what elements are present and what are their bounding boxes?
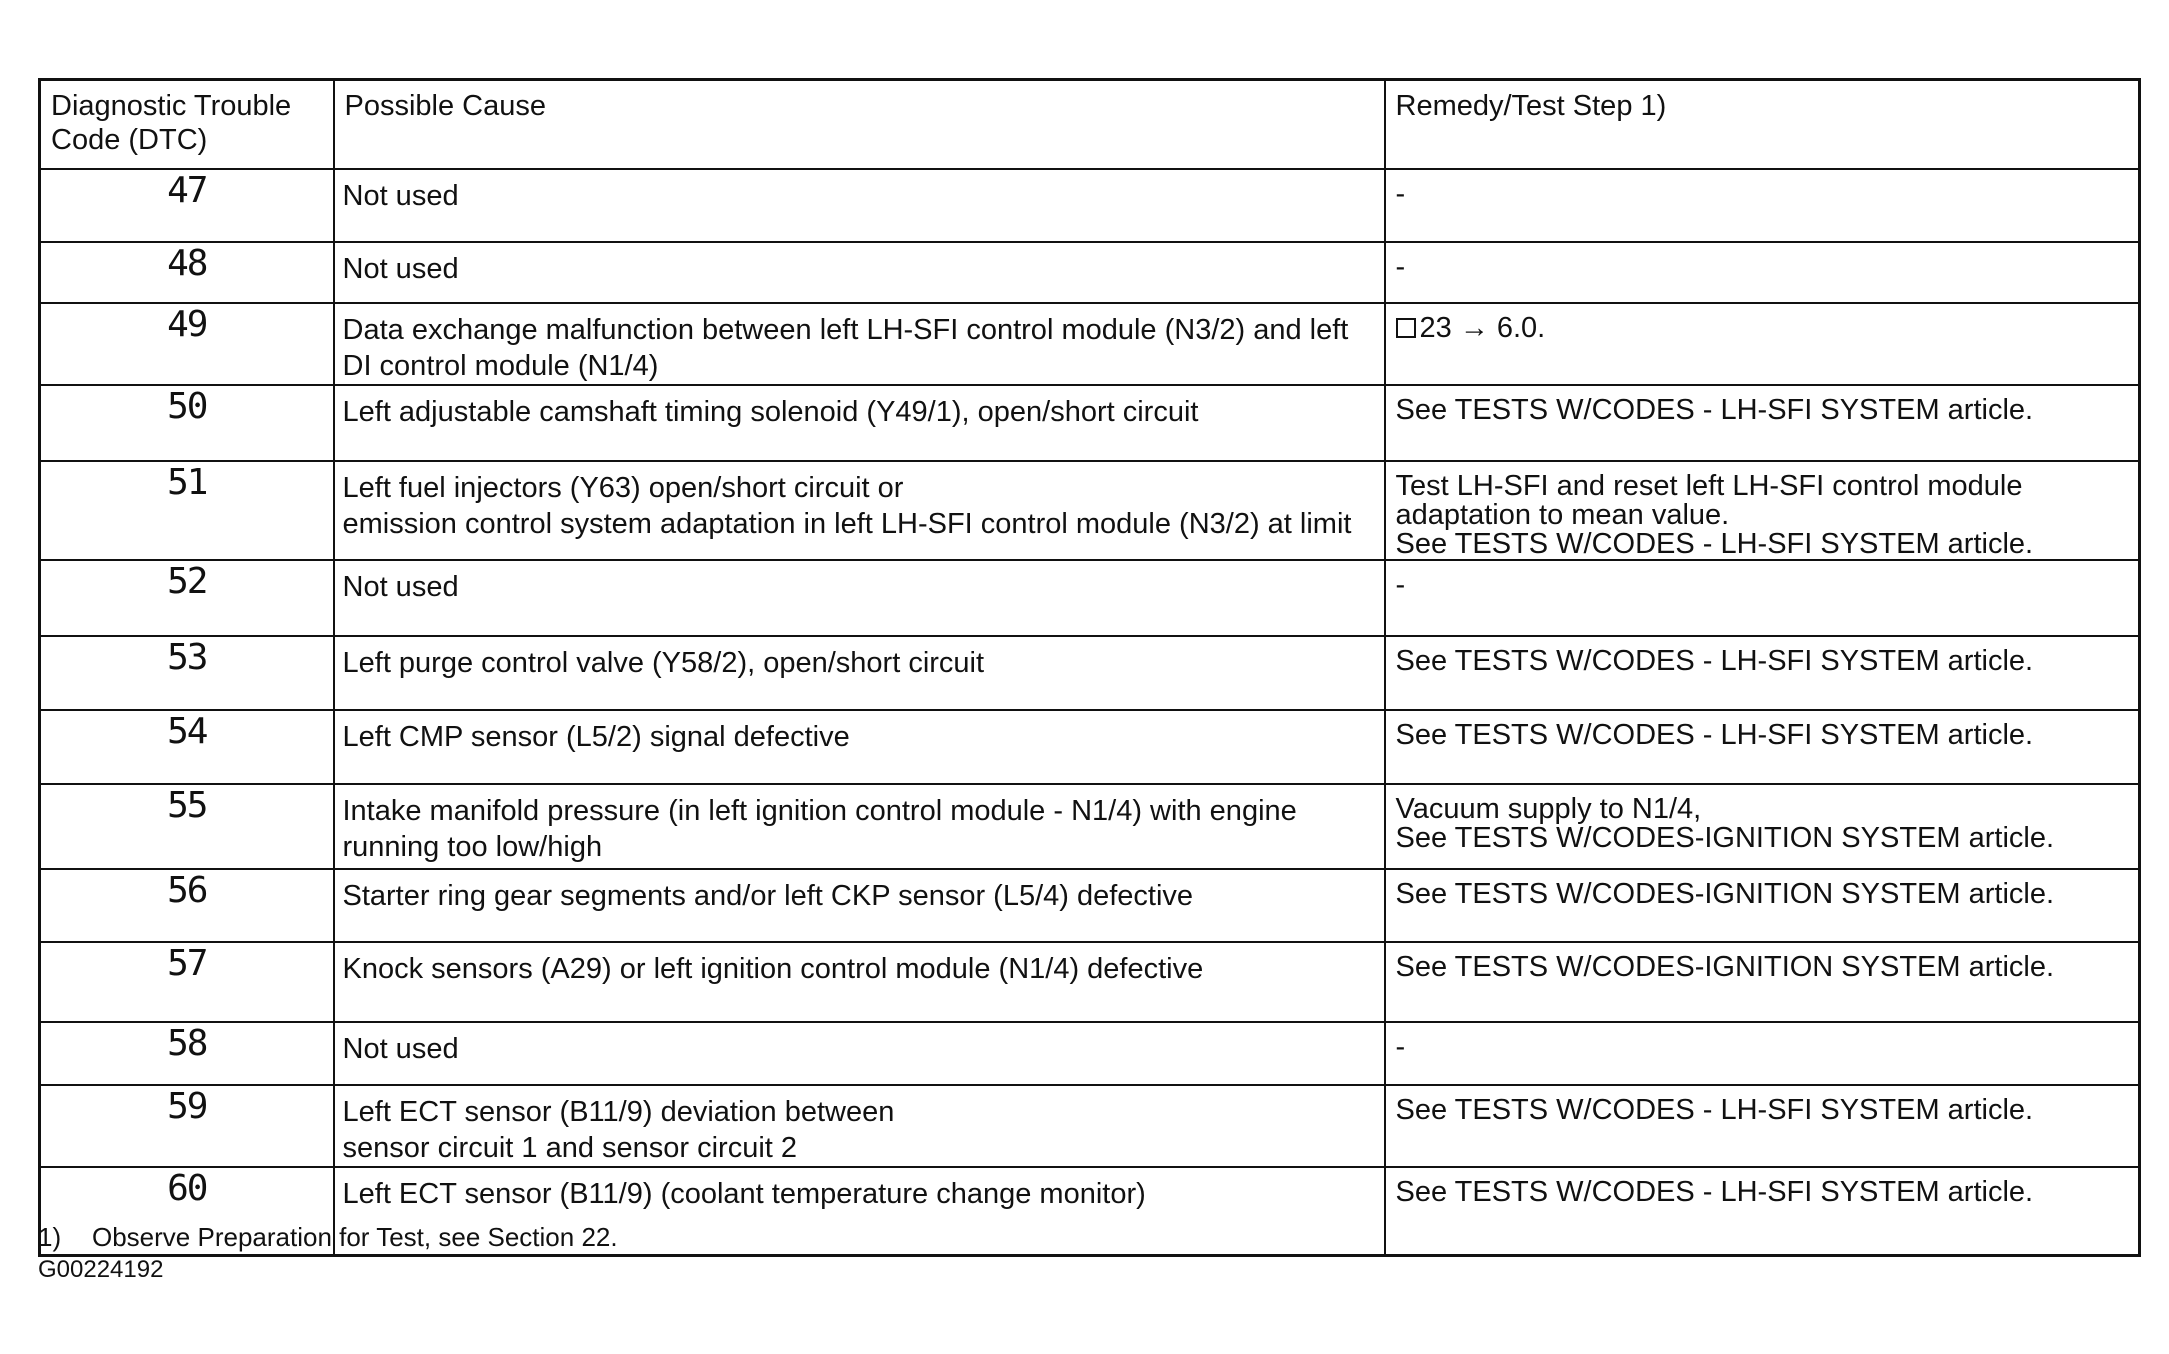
table-row — [40, 942, 2140, 1022]
remedy-line — [1396, 314, 2129, 343]
possible-cause-cell — [334, 560, 1385, 636]
checkbox-square-icon — [1396, 318, 1416, 338]
dtc-code: 54 — [40, 710, 334, 784]
table-row — [40, 169, 2140, 242]
remedy-line: adaptation to mean value. — [1395, 499, 1730, 531]
header-dtc: Diagnostic Trouble Code (DTC) — [40, 80, 334, 170]
remedy-line: See TESTS W/CODES - LH-SFI SYSTEM article. — [1395, 1176, 2034, 1208]
dtc-table — [38, 78, 2141, 1257]
possible-cause-cell — [334, 1085, 1385, 1167]
remedy-line: - — [1395, 569, 1406, 601]
table-row — [40, 1085, 2140, 1167]
remedy-cell — [1385, 1085, 2140, 1167]
possible-cause-line: Not used — [342, 180, 459, 212]
remedy-line: Vacuum supply to N1/4, — [1395, 793, 1702, 825]
remedy-line: - — [1395, 1031, 1406, 1063]
footnote — [38, 1222, 618, 1252]
table-row — [40, 710, 2140, 784]
footnote-text: Observe Preparation for Test, see Section 22. — [92, 1222, 618, 1252]
remedy-cell — [1385, 784, 2140, 869]
remedy-cell — [1385, 636, 2140, 710]
possible-cause-cell — [334, 942, 1385, 1022]
dtc-code: 47 — [40, 169, 334, 242]
table-row — [40, 242, 2140, 303]
remedy-cell — [1385, 461, 2140, 560]
possible-cause-cell — [334, 710, 1385, 784]
remedy-cell — [1385, 869, 2140, 942]
possible-cause-cell — [334, 636, 1385, 710]
remedy-cell — [1385, 169, 2140, 242]
remedy-line: - — [1395, 178, 1406, 210]
remedy-line: See TESTS W/CODES-IGNITION SYSTEM article. — [1395, 822, 2055, 854]
footnote-number: 1) — [38, 1222, 62, 1252]
possible-cause-line: running too low/high — [342, 831, 603, 863]
table-header-row — [40, 80, 2140, 170]
dtc-code: 52 — [40, 560, 334, 636]
table-row — [40, 1022, 2140, 1085]
possible-cause-line: DI control module (N1/4) — [342, 350, 659, 382]
dtc-code: 53 — [40, 636, 334, 710]
possible-cause-line: Not used — [342, 253, 459, 285]
possible-cause-cell — [334, 303, 1385, 385]
possible-cause-line: Left CMP sensor (L5/2) signal defective — [342, 721, 850, 753]
table-row — [40, 636, 2140, 710]
remedy-cell — [1385, 942, 2140, 1022]
possible-cause-cell — [334, 169, 1385, 242]
table-row — [40, 385, 2140, 461]
possible-cause-line: Knock sensors (A29) or left ignition control module (N1/4) defective — [342, 953, 1204, 985]
remedy-cell — [1385, 1022, 2140, 1085]
dtc-code: 48 — [40, 242, 334, 303]
remedy-line: - — [1395, 251, 1406, 283]
dtc-code: 51 — [40, 461, 334, 560]
remedy-line: See TESTS W/CODES-IGNITION SYSTEM article. — [1395, 951, 2055, 983]
possible-cause-line: Not used — [342, 571, 459, 603]
dtc-code: 55 — [40, 784, 334, 869]
dtc-code: 56 — [40, 869, 334, 942]
remedy-line: See TESTS W/CODES - LH-SFI SYSTEM article. — [1395, 1094, 2034, 1126]
possible-cause-cell — [334, 385, 1385, 461]
possible-cause-line: Left ECT sensor (B11/9) deviation between — [342, 1096, 895, 1128]
possible-cause-line: Data exchange malfunction between left LH-SFI control module (N3/2) and left — [342, 314, 1349, 346]
possible-cause-line: Left ECT sensor (B11/9) (coolant temperature change monitor) — [342, 1178, 1146, 1210]
possible-cause-cell — [334, 784, 1385, 869]
possible-cause-line: Left fuel injectors (Y63) open/short circuit or — [342, 472, 904, 504]
possible-cause-cell — [334, 461, 1385, 560]
table-row — [40, 303, 2140, 385]
remedy-line: See TESTS W/CODES - LH-SFI SYSTEM article. — [1395, 528, 2034, 560]
possible-cause-cell — [334, 869, 1385, 942]
possible-cause-line: Intake manifold pressure (in left ignition control module - N1/4) with engine — [342, 795, 1297, 827]
possible-cause-line: Left adjustable camshaft timing solenoid (Y49/1), open/short circuit — [342, 396, 1199, 428]
table-row — [40, 461, 2140, 560]
remedy-line: See TESTS W/CODES-IGNITION SYSTEM article. — [1395, 878, 2055, 910]
remedy-text: 23 → 6.0. — [1419, 312, 1546, 344]
dtc-code: 59 — [40, 1085, 334, 1167]
remedy-cell — [1385, 1167, 2140, 1255]
table-row — [40, 869, 2140, 942]
remedy-cell — [1385, 560, 2140, 636]
possible-cause-line: Not used — [342, 1033, 459, 1065]
header-possible-cause: Possible Cause — [334, 80, 1385, 170]
dtc-code: 58 — [40, 1022, 334, 1085]
remedy-cell — [1385, 303, 2140, 385]
table-row — [40, 560, 2140, 636]
possible-cause-line: Starter ring gear segments and/or left CKP sensor (L5/4) defective — [342, 880, 1194, 912]
possible-cause-line: sensor circuit 1 and sensor circuit 2 — [342, 1132, 798, 1164]
remedy-cell — [1385, 385, 2140, 461]
possible-cause-line: Left purge control valve (Y58/2), open/short circuit — [342, 647, 985, 679]
remedy-line: See TESTS W/CODES - LH-SFI SYSTEM article. — [1395, 394, 2034, 426]
dtc-code: 57 — [40, 942, 334, 1022]
dtc-code: 49 — [40, 303, 334, 385]
possible-cause-cell — [334, 1022, 1385, 1085]
remedy-line: See TESTS W/CODES - LH-SFI SYSTEM article. — [1395, 645, 2034, 677]
remedy-cell — [1385, 242, 2140, 303]
remedy-line: Test LH-SFI and reset left LH-SFI control module — [1395, 470, 2023, 502]
document-id: G00224192 — [38, 1256, 164, 1283]
dtc-code: 60 — [40, 1167, 334, 1255]
header-remedy: Remedy/Test Step 1) — [1385, 80, 2140, 170]
remedy-cell — [1385, 710, 2140, 784]
possible-cause-line: emission control system adaptation in left LH-SFI control module (N3/2) at limit — [342, 508, 1352, 540]
possible-cause-cell — [334, 242, 1385, 303]
dtc-document — [38, 78, 2138, 1257]
remedy-line: See TESTS W/CODES - LH-SFI SYSTEM article. — [1395, 719, 2034, 751]
dtc-code: 50 — [40, 385, 334, 461]
table-row — [40, 784, 2140, 869]
